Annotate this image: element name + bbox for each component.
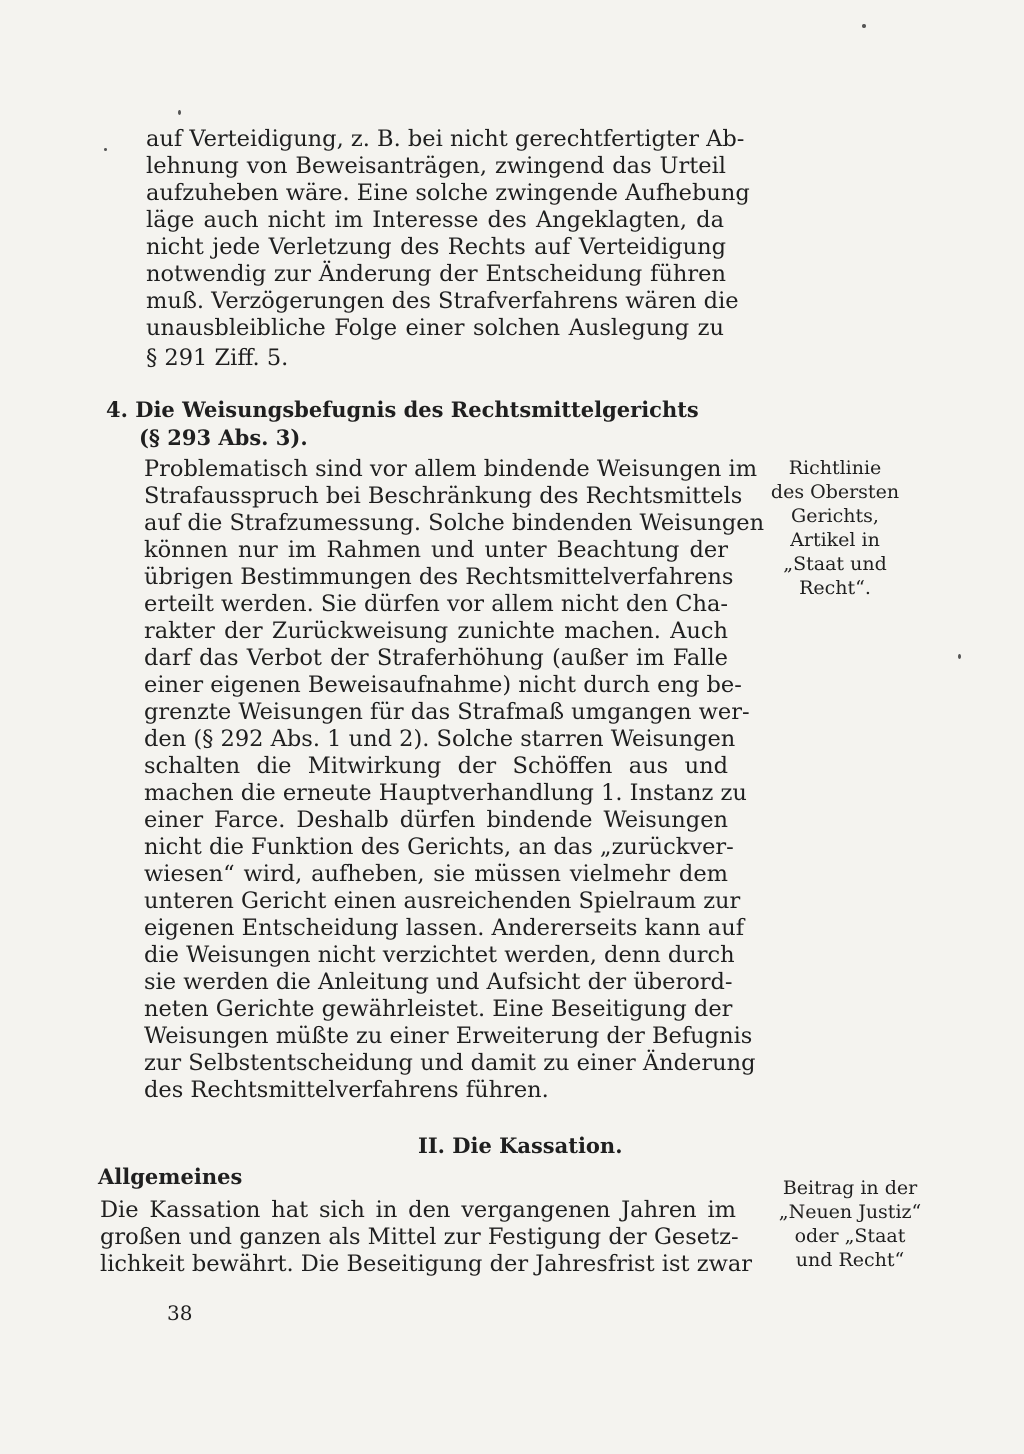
text-line: § 291 Ziff. 5. (146, 345, 289, 371)
scan-speck (862, 24, 866, 28)
text-line: unausbleibliche Folge einer solchen Auslegung zu (146, 315, 724, 341)
text-line: grenzte Weisungen für das Strafmaß umgangen wer- (144, 699, 750, 725)
text-line: lichkeit bewährt. Die Beseitigung der Jahresfrist ist zwar (100, 1251, 753, 1277)
scan-speck (178, 110, 181, 115)
text-line: wiesen“ wird, aufheben, sie müssen vielmehr dem (144, 861, 728, 887)
text-line: rakter der Zurückweisung zunichte machen. Auch (144, 618, 728, 644)
page-number: 38 (167, 1301, 193, 1325)
margin-note-oberstes-gericht (762, 456, 908, 606)
text-line: nicht jede Verletzung des Rechts auf Verteidigung (146, 234, 726, 260)
text-line: zur Selbstentscheidung und damit zu einer Änderung (144, 1050, 756, 1076)
text-line: nicht die Funktion des Gerichts, an das „zurückver- (144, 834, 734, 860)
text-line: erteilt werden. Sie dürfen vor allem nicht den Cha- (144, 591, 728, 617)
text-line: auf die Strafzumessung. Solche bindenden Weisungen (144, 510, 765, 536)
section-ii-title: II. Die Kassation. (418, 1133, 623, 1158)
margin-note-neue-justiz (760, 1176, 940, 1276)
margin-note-line: des Obersten (770, 481, 900, 503)
margin-note-line: Artikel in (790, 529, 880, 551)
text-line: aufzuheben wäre. Eine solche zwingende Aufhebung (146, 180, 750, 206)
margin-note-line: „Staat und (783, 553, 887, 575)
margin-note-line: Gerichts, (791, 505, 879, 527)
text-line: läge auch nicht im Interesse des Angeklagten, da (146, 207, 724, 233)
text-line: übrigen Bestimmungen des Rechtsmittelverfahrens (144, 564, 734, 590)
text-line: großen und ganzen als Mittel zur Festigung der Gesetz- (100, 1224, 739, 1250)
text-line: auf Verteidigung, z. B. bei nicht gerechtfertigter Ab- (146, 126, 745, 152)
text-line: schalten die Mitwirkung der Schöffen aus und (144, 753, 728, 779)
text-line: Strafausspruch bei Beschränkung des Rechtsmittels (144, 483, 743, 509)
text-line: einer Farce. Deshalb dürfen bindende Weisungen (144, 807, 728, 833)
section-heading-line: (§ 293 Abs. 3). (139, 425, 308, 450)
text-line: neten Gerichte gewährleistet. Eine Beseitigung der (144, 996, 733, 1022)
text-line: den (§ 292 Abs. 1 und 2). Solche starren Weisungen (144, 726, 736, 752)
margin-note-line: „Neuen Justiz“ (778, 1201, 922, 1223)
text-line: sie werden die Anleitung und Aufsicht der überord- (144, 969, 733, 995)
margin-note-line: Richtlinie (788, 457, 882, 479)
text-line: einer eigenen Beweisaufnahme) nicht durch eng be- (144, 672, 742, 698)
text-line: lehnung von Beweisanträgen, zwingend das Urteil (146, 153, 726, 179)
text-line: Problematisch sind vor allem bindende Weisungen im (144, 456, 758, 482)
text-line: darf das Verbot der Straferhöhung (außer im Falle (144, 645, 728, 671)
text-line: muß. Verzögerungen des Strafverfahrens wären die (146, 288, 739, 314)
text-line: die Weisungen nicht verzichtet werden, denn durch (144, 942, 735, 968)
text-line: notwendig zur Änderung der Entscheidung führen (146, 261, 726, 287)
text-line: Die Kassation hat sich in den vergangenen Jahren im (100, 1197, 736, 1223)
text-line: eigenen Entscheidung lassen. Andererseits kann auf (144, 915, 745, 941)
text-line: unteren Gericht einen ausreichenden Spielraum zur (144, 888, 741, 914)
text-line: können nur im Rahmen und unter Beachtung der (144, 537, 728, 563)
text-line: des Rechtsmittelverfahrens führen. (144, 1077, 549, 1103)
scan-speck (104, 148, 107, 151)
margin-note-line: Beitrag in der (782, 1177, 918, 1199)
section-heading-line: 4. Die Weisungsbefugnis des Rechtsmittelgerichts (106, 397, 699, 422)
margin-note-line: Recht“. (799, 577, 871, 599)
scan-speck (958, 654, 961, 659)
text-line: Weisungen müßte zu einer Erweiterung der Befugnis (144, 1023, 753, 1049)
margin-note-line: oder „Staat (794, 1225, 906, 1247)
margin-note-line: und Recht“ (795, 1249, 905, 1271)
section-ii-subheading: Allgemeines (98, 1164, 243, 1189)
text-line: machen die erneute Hauptverhandlung 1. Instanz zu (144, 780, 747, 806)
